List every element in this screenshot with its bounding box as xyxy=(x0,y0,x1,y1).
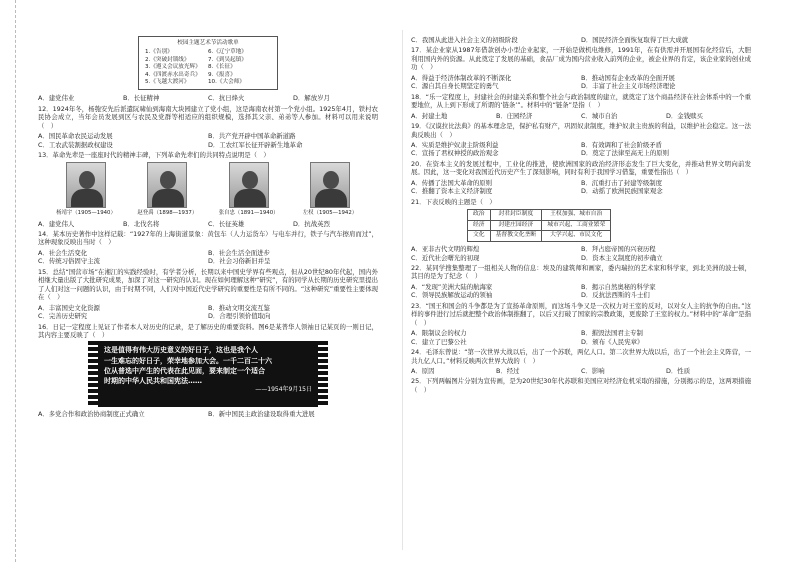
diary-text xyxy=(98,341,318,407)
question-15: 15．总结“国营市场”在湘江的实践经验时，有学者分析，长期以来中国史学界有些观点，但从20世纪80年代起，国内外相继大量出版了大批研究成果，加深了对这一研究的认识。现在如何理解这种“研究”，有的同学从长期的历史研究里提出了人们对这一问题的认识，由于时期不同，人们对中国近代史学研究的重要性是有所不同的。“这种研究”重要性主要体现在（ ） xyxy=(38,267,378,302)
table-cell: 封建庄园经济 xyxy=(490,220,542,231)
q23-options xyxy=(411,329,751,346)
song-item: 6.《辽宁草地》 xyxy=(208,49,247,56)
table-row xyxy=(468,231,611,242)
film-edge xyxy=(318,341,328,407)
q19-options xyxy=(411,141,751,158)
option: C．建立了巴黎公社 xyxy=(411,337,467,346)
question-19: 19．《汉谟拉比法典》的基本理念是，保护私有财产，巩固奴隶制度，维护奴隶主贵族的利益，以维护社会稳定。这一法典反映出（ ） xyxy=(411,122,751,139)
option: D．性质 xyxy=(666,366,691,375)
q12-options xyxy=(38,132,378,149)
option: D．工农红军长征开辟新生地革命 xyxy=(208,140,303,149)
question-21: 21．下表反映的主题是（ ） xyxy=(411,197,496,206)
portrait-photo xyxy=(310,162,350,208)
right-column xyxy=(411,36,751,396)
option: A．封建土地 xyxy=(411,111,448,120)
option: B．揭示自然奥秘的科学家 xyxy=(581,282,656,291)
portrait xyxy=(296,162,364,217)
option: C．完善历史研究 xyxy=(38,312,88,321)
option: C．源自其自身长期坚定的勇气 xyxy=(411,82,499,91)
diary-date: ——1954年9月15日 xyxy=(255,386,312,393)
table-row xyxy=(468,210,611,221)
option: A．建党伟业 xyxy=(38,94,75,103)
diary-line: 位从普选中产生的代表在此见面，要来制定一个适合 xyxy=(104,366,265,375)
diary-line: 时期的中华人民共和国宪法…… xyxy=(104,376,202,385)
q15-options xyxy=(38,304,378,321)
option: D．动摇了欧洲民族国家观念 xyxy=(581,187,663,196)
option: A．亚非古代文明的辉煌 xyxy=(411,245,480,254)
q21-options xyxy=(411,245,751,262)
table-cell: 封君封臣制度 xyxy=(490,210,542,221)
option: B．沉重打击了封建等级制度 xyxy=(581,178,663,187)
option: C．近代社会曙光的初现 xyxy=(411,253,480,262)
portrait-caption: 赵登禹（1898—1937） xyxy=(137,210,198,217)
option: C．传统习俗固守主流 xyxy=(38,257,100,266)
portrait-photo xyxy=(229,162,269,208)
q11-options xyxy=(38,94,378,102)
option: B．庄园经济 xyxy=(496,111,533,120)
option: A．建党伟人 xyxy=(38,219,75,228)
option: B．北伐名将 xyxy=(123,219,160,228)
option: B．社会生活全面进步 xyxy=(208,248,270,257)
q24-options xyxy=(411,367,751,375)
song-item: 5.《飞越大渡河》 xyxy=(145,78,190,85)
option: C．宣扬了君权神授的政治观念 xyxy=(411,149,499,158)
table-row xyxy=(468,220,611,231)
question-14: 14．某本历史著作中这样记载：“1927年的上海街道景象：黄包车（人力运货车）与电车并行，铁子与汽车擦肩而过”，这种现象反映出当时（ ） xyxy=(38,230,378,247)
option: B．摧毁法国君主专制 xyxy=(581,329,643,338)
table-cell: 基督教文化垄断 xyxy=(490,231,542,242)
table-cell: 政治 xyxy=(468,210,491,221)
option: A．传播了法国大革命的原则 xyxy=(411,178,493,187)
q21-table xyxy=(467,209,611,242)
option: A．原因 xyxy=(411,366,435,375)
portrait xyxy=(52,162,120,217)
option: B．推动国有企业改革的全面开展 xyxy=(581,73,675,82)
option: D．金钱赎买 xyxy=(666,111,703,120)
option: C．影响 xyxy=(581,366,605,375)
diary-line: 一生难忘的好日子，荣幸地参加大会。一千二百二十六 xyxy=(104,356,272,365)
question-20: 20．在资本主义的发展过程中，工业化的推进，使欧洲国家的政治经济形态发生了巨大变化，并推动世界文明向前发展。因此，这一变化对我国近代历史产生了深刻影响，同时有利于我国学习借鉴，重要性指出（ ） xyxy=(411,159,751,177)
option: A．实质是维护奴隶主阶级利益 xyxy=(411,140,499,149)
option: C．工农武装割据政权建设 xyxy=(38,140,113,149)
song-item: 1.《告别》 xyxy=(145,49,173,56)
option: B．有效调和了社会阶级矛盾 xyxy=(581,140,663,149)
diary-line: 这是值得有伟大历史意义的好日子，这也是我个人 xyxy=(104,346,258,355)
portrait xyxy=(215,162,283,217)
option: A．多党合作和政治协商制度正式确立 xyxy=(38,410,145,419)
song-item: 7.《到吴起镇》 xyxy=(208,56,247,63)
table-cell: 城市兴起、工商业繁荣 xyxy=(542,220,611,231)
option: C．城市自治 xyxy=(581,111,618,120)
q16-options-cont xyxy=(411,36,751,44)
question-17: 17．某企业家从1987年借款创办小型企业起家，一开始是做机电维修，1991年，在有供需并开展国有化经营后，大胆利用国内外的资源。从此奠定了发展的基础，食品厂成为国内营业收入前列的企业，被企业界的肯定，该企业家的创业成功（ ） xyxy=(411,46,751,72)
option: D．国民经济全面恢复取得了巨大成就 xyxy=(581,36,689,44)
q22-options xyxy=(411,283,751,300)
option: B．拜占庭帝国的兴衰历程 xyxy=(581,245,656,254)
table-cell: 经济 xyxy=(468,220,491,231)
binding-margin xyxy=(0,0,16,562)
song-list xyxy=(145,49,271,86)
option: A．国民革命农民运动发展 xyxy=(38,132,113,141)
option: D．颁布《人民宪章》 xyxy=(581,337,644,346)
column-divider xyxy=(402,30,403,550)
option: D．反抗法西斯的斗士们 xyxy=(581,291,650,300)
song-item: 2.《突破封锁线》 xyxy=(145,56,190,63)
q16-options xyxy=(38,410,378,418)
song-list-title: 校园主题艺术节活动歌单 xyxy=(177,40,239,46)
option: C．我国从此进入社会主义的初级阶段 xyxy=(411,36,518,44)
question-16: 16．日记一定程度上见证了作者本人对历史的记录，是了解历史的重要资料。图6是某普华人领袖日记某页的一则日记，其内容主要反映了（ ） xyxy=(38,322,378,339)
option: A．限制议会的权力 xyxy=(411,329,467,338)
portrait xyxy=(133,162,201,217)
option: C．长征英雄 xyxy=(208,219,245,228)
question-23: 23．“国王和国会的斗争都是为了宣扬革命原则，而这场斗争又是一次权力对王室的反对，以对女人主的抗争的自由。”这样的事件进行过后就把整个政治体制推翻了，以后又打破了国家的宗教政策，更废除了王室的权力。”材料中的“革命”是指（ ） xyxy=(411,301,751,327)
option: B．共产党开辟中国革命新道路 xyxy=(208,132,296,141)
option: C．抗日烽火 xyxy=(208,94,245,103)
question-22: 22．某同学搜集整理了一组相关人物的信息：埃及的建筑师和画家，委内瑞拉的艺术家和科学家，到北美洲的波士顿，其目的是为了纪念（ ） xyxy=(411,263,751,281)
option: A．社会生活变化 xyxy=(38,248,88,257)
option: D．奠定了法律至高无上的原则 xyxy=(581,149,669,158)
portrait-caption: 杨靖宇（1905—1940） xyxy=(56,210,116,217)
option: D．资本主义制度的初步确立 xyxy=(581,253,663,262)
song-item: 9.《报喜》 xyxy=(208,71,236,78)
portrait-caption: 张自忠（1891—1940） xyxy=(218,210,279,217)
question-24: 24．毛泽东曾说：“第一次世界大战以后，出了一个苏联，两亿人口。第二次世界大战以后，出了一个社会主义阵营，一共九亿人口。”材料反映两次世界大战的（ ） xyxy=(411,348,751,365)
song-item: 4.《四渡赤水出奇兵》 xyxy=(145,71,201,78)
song-list-frame xyxy=(138,36,278,90)
option: D．社会习俗新旧并呈 xyxy=(208,257,271,266)
q18-options xyxy=(411,112,751,120)
question-13: 13．革命先辈是一座座时代的精神丰碑，下列革命先辈们的共同特点说明是（ ） xyxy=(38,150,270,159)
q17-options xyxy=(411,74,751,91)
song-item: 10.《大会师》 xyxy=(208,78,245,85)
portrait-caption: 左权（1905—1942） xyxy=(302,210,358,217)
left-column xyxy=(38,36,378,421)
option: A．得益于经济体制改革的不断深化 xyxy=(411,73,512,82)
option: B．推动文明交流互鉴 xyxy=(208,303,270,312)
option: B．经过 xyxy=(496,366,520,375)
q14-options xyxy=(38,249,378,266)
question-18: 18．“乐一定程度上，封建社会的封建关系和整个社会与政治制度的建立，就奠定了这个商品经济在社会体系中的一个重要地位，从上到下形成了所谓的‘链条’”。材料中的“链条”是指（ ） xyxy=(411,92,751,110)
option: A．丰富国史文化资源 xyxy=(38,303,100,312)
q20-options xyxy=(411,179,751,196)
portrait-photo xyxy=(66,162,106,208)
song-item: 8.《长征》 xyxy=(208,64,236,71)
diary-image xyxy=(88,341,328,407)
option: D．合理引领价值取向 xyxy=(208,312,271,321)
table-cell: 大学兴起、市民文化 xyxy=(542,231,611,242)
table-cell: 文化 xyxy=(468,231,491,242)
option: B．新中国民主政治建设取得重大进展 xyxy=(208,410,315,419)
film-edge xyxy=(88,341,98,407)
option: B．长征精神 xyxy=(123,94,160,103)
portrait-row xyxy=(52,162,364,217)
option: C．推翻了资本主义经济制度 xyxy=(411,187,493,196)
q13-options xyxy=(38,220,378,228)
option: D．丰富了社会主义市场经济理论 xyxy=(581,82,676,91)
option: D．抗战英烈 xyxy=(293,219,330,228)
option: D．解放岁月 xyxy=(293,94,330,103)
table-cell: 王权加强、城市自治 xyxy=(542,210,611,221)
question-25: 25．下列两幅图片分别为宣传画，是为20世纪30年代苏联和美国应对经济危机采取的措施，分别揭示的是，这两项措施（ ） xyxy=(411,377,751,394)
question-12: 12．1924年冬，杨匏安先后派遣阮啸仙到海南大块园建立了党小组，这是海南农村第一个党小组。1925年4月，铁村农民协会成立，当年会员发展到区与农民及党群等相适应的组织规模，选择其父亲、弟弟等人参加。材料可以用来说明（ ） xyxy=(38,104,378,130)
portrait-photo xyxy=(147,162,187,208)
option: C．领导民族解放运动的领袖 xyxy=(411,291,493,300)
option: A．“发现”美洲大陆的航海家 xyxy=(411,282,493,291)
song-item: 3.《遵义会议放光辉》 xyxy=(145,64,201,71)
